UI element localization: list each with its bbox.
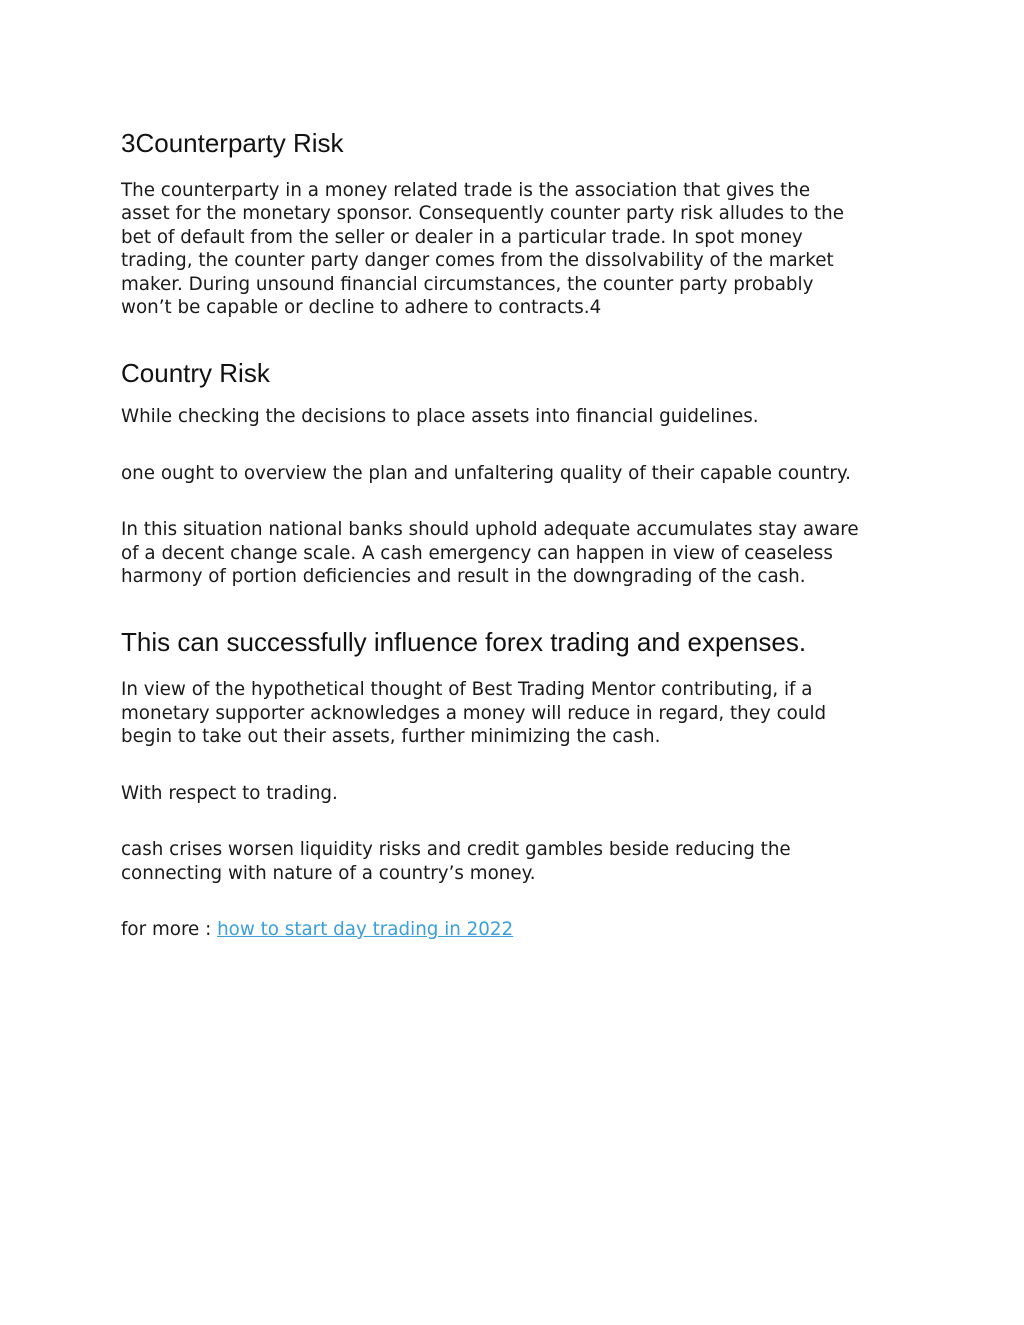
document-page [121, 126, 911, 941]
for-more-label: for more : [121, 918, 218, 940]
paragraph-counterparty [121, 179, 911, 319]
heading-counterparty-risk: 3Counterparty Risk [121, 128, 344, 158]
text-line: asset for the monetary sponsor. Consequently counter party risk alludes to the [121, 203, 844, 225]
day-trading-link[interactable]: how to start day trading in 2022 [217, 918, 514, 940]
text-line: begin to take out their assets, further minimizing the cash. [121, 726, 661, 748]
text-line: won’t be capable or decline to adhere to contracts.4 [121, 297, 602, 319]
heading-country-risk: Country Risk [121, 358, 270, 389]
paragraph-crises [121, 838, 911, 885]
paragraph-respect: With respect to trading. [121, 782, 338, 804]
text-line: monetary supporter acknowledges a money will reduce in regard, they could [121, 702, 827, 724]
text-line: trading, the counter party danger comes from the dissolvability of the market [121, 250, 834, 272]
text-line: The counterparty in a money related trade is the association that gives the [121, 180, 811, 201]
paragraph-country-checking: While checking the decisions to place assets into financial guidelines. [121, 406, 759, 428]
text-line: bet of default from the seller or dealer in a particular trade. In spot money [121, 226, 803, 248]
text-line: cash crises worsen liquidity risks and credit gambles beside reducing the [121, 839, 791, 861]
text-line: In view of the hypothetical thought of Best Trading Mentor contributing, if a [121, 679, 813, 701]
text-line: In this situation national banks should uphold adequate accumulates stay aware [121, 519, 859, 541]
text-line: maker. During unsound financial circumstances, the counter party probably [121, 273, 814, 295]
paragraph-country-banks [121, 518, 911, 588]
text-line: connecting with nature of a country’s money. [121, 862, 536, 884]
paragraph-country-overview: one ought to overview the plan and unfaltering quality of their capable country. [121, 462, 851, 484]
text-line: of a decent change scale. A cash emergency can happen in view of ceaseless [121, 542, 833, 564]
paragraph-for-more [121, 918, 911, 941]
text-line: harmony of portion deficiencies and result in the downgrading of the cash. [121, 566, 806, 588]
paragraph-influence-view [121, 678, 911, 748]
heading-influence: This can successfully influence forex trading and expenses. [121, 627, 807, 658]
